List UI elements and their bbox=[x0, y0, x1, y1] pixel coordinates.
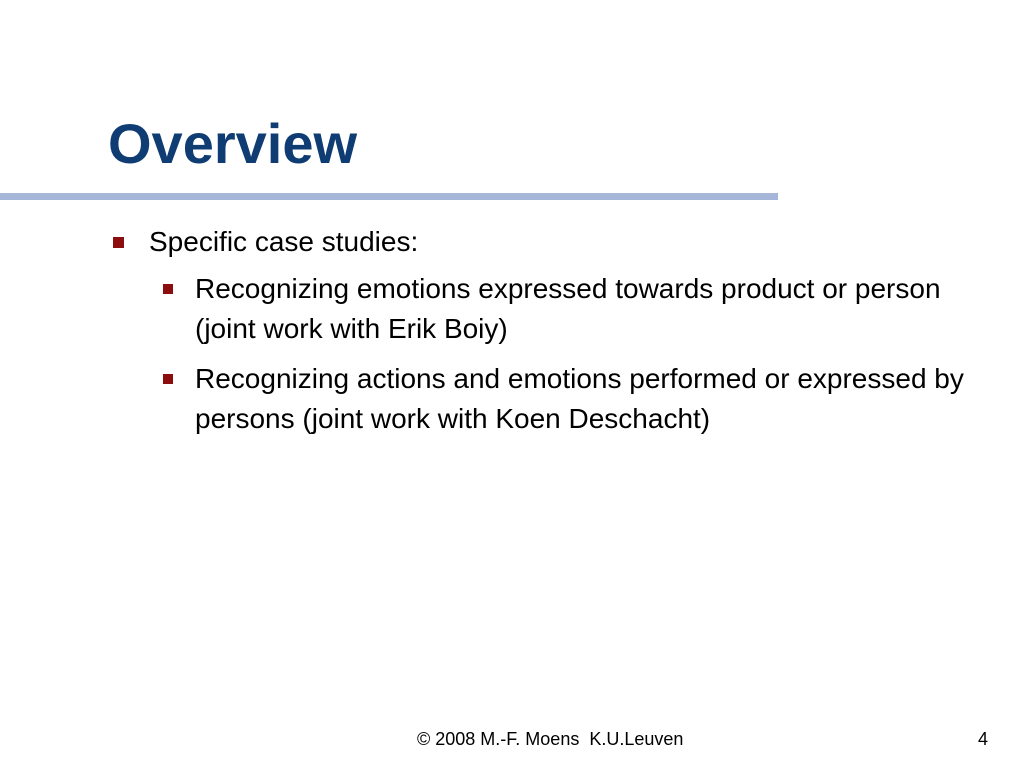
slide-content bbox=[113, 223, 1003, 439]
subbullet-item bbox=[163, 359, 1003, 439]
page-number: 4 bbox=[978, 729, 989, 749]
slide-title: Overview bbox=[108, 112, 358, 175]
bullet-text: Specific case studies: bbox=[149, 226, 419, 257]
footer-copyright: © 2008 M.-F. Moens K.U.Leuven bbox=[417, 729, 684, 749]
title-divider bbox=[0, 193, 778, 200]
square-bullet-icon bbox=[163, 374, 173, 384]
subbullet-text: Recognizing emotions expressed towards product or person (joint work with Erik Boiy) bbox=[195, 273, 941, 344]
square-bullet-icon bbox=[113, 237, 124, 248]
bullet-item bbox=[113, 223, 1003, 261]
subbullet-item bbox=[163, 269, 1003, 349]
square-bullet-icon bbox=[163, 284, 173, 294]
subbullet-text: Recognizing actions and emotions performed or expressed by persons (joint work with Koen Deschacht) bbox=[195, 363, 964, 434]
